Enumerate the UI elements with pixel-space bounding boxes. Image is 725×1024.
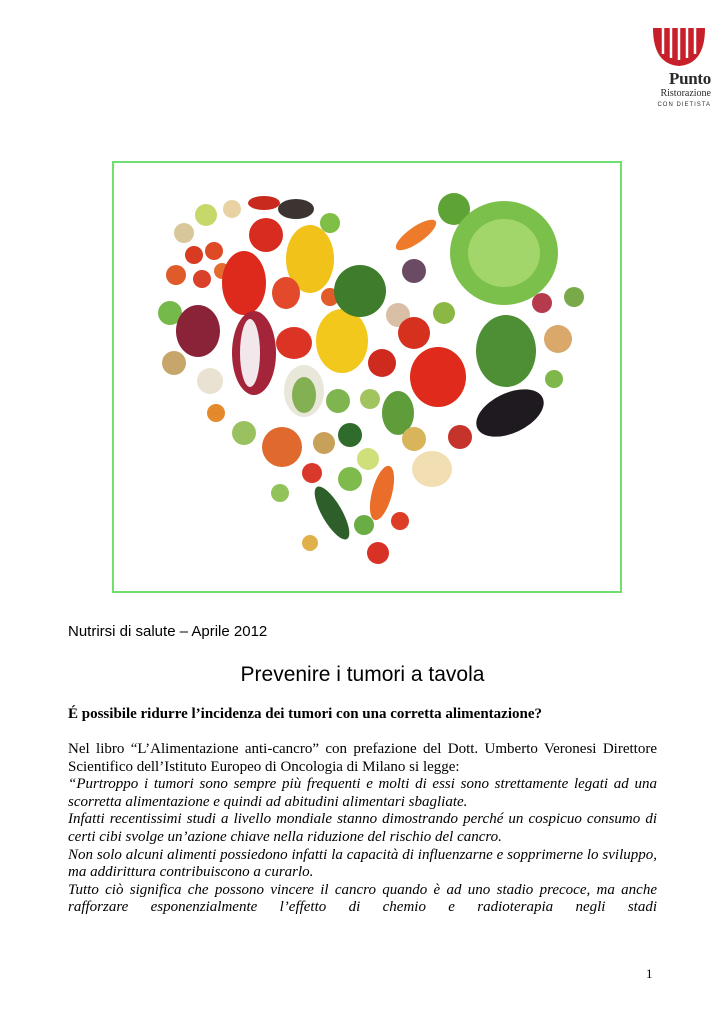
quote-paragraph-1	[68, 776, 657, 811]
logo-mark-icon	[647, 24, 711, 70]
quote-text-3: Non solo alcuni alimenti possiedono infatti la capacità di influenzarne e sopprimerne lo sviluppo, ma addirittura contribuiscono a curarlo.	[68, 846, 657, 881]
punto-ristorazione-logo	[647, 24, 711, 116]
quote-paragraph-3	[68, 847, 657, 882]
logo-name: Punto	[669, 69, 711, 88]
heart-vegetables-image	[112, 161, 622, 593]
quote-text-2: Infatti recentissimi studi a livello mondiale stanno dimostrando perché un cospicuo consumo di certi cibi svolge un’azione chiave nella riduzione del rischio del cancro.	[68, 811, 657, 845]
series-header: Nutrirsi di salute – Aprile 2012	[68, 623, 268, 640]
quote-paragraph-2	[68, 811, 657, 846]
heart-of-vegetables-illustration	[114, 163, 620, 591]
logo-subtitle: Ristorazione	[660, 88, 711, 99]
page-number: 1	[646, 966, 653, 981]
logo-tagline: CON DIETISTA	[657, 102, 711, 108]
article-body	[68, 741, 657, 917]
quote-text-1: “Purtroppo i tumori sono sempre più frequenti e molti di essi sono strettamente legati ad una scorretta alimentazione e quindi ad abitudini alimentari sbagliate.	[68, 776, 657, 810]
intro-paragraph: Nel libro “L’Alimentazione anti-cancro” con prefazione del Dott. Umberto Veronesi Direttore Scientifico dell’Istituto Europeo di Oncologia di Milano si legge:	[68, 741, 657, 775]
article-title: Prevenire i tumori a tavola	[240, 663, 485, 686]
lead-question: É possibile ridurre l’incidenza dei tumori con una corretta alimentazione?	[68, 706, 542, 722]
quote-text-4: Tutto ciò significa che possono vincere il cancro quando è ad uno stadio precoce, ma anche rafforzare esponenzialmente l’effetto di chemio e radioterapia negli stadi	[68, 881, 657, 916]
quote-paragraph-4	[68, 882, 657, 917]
